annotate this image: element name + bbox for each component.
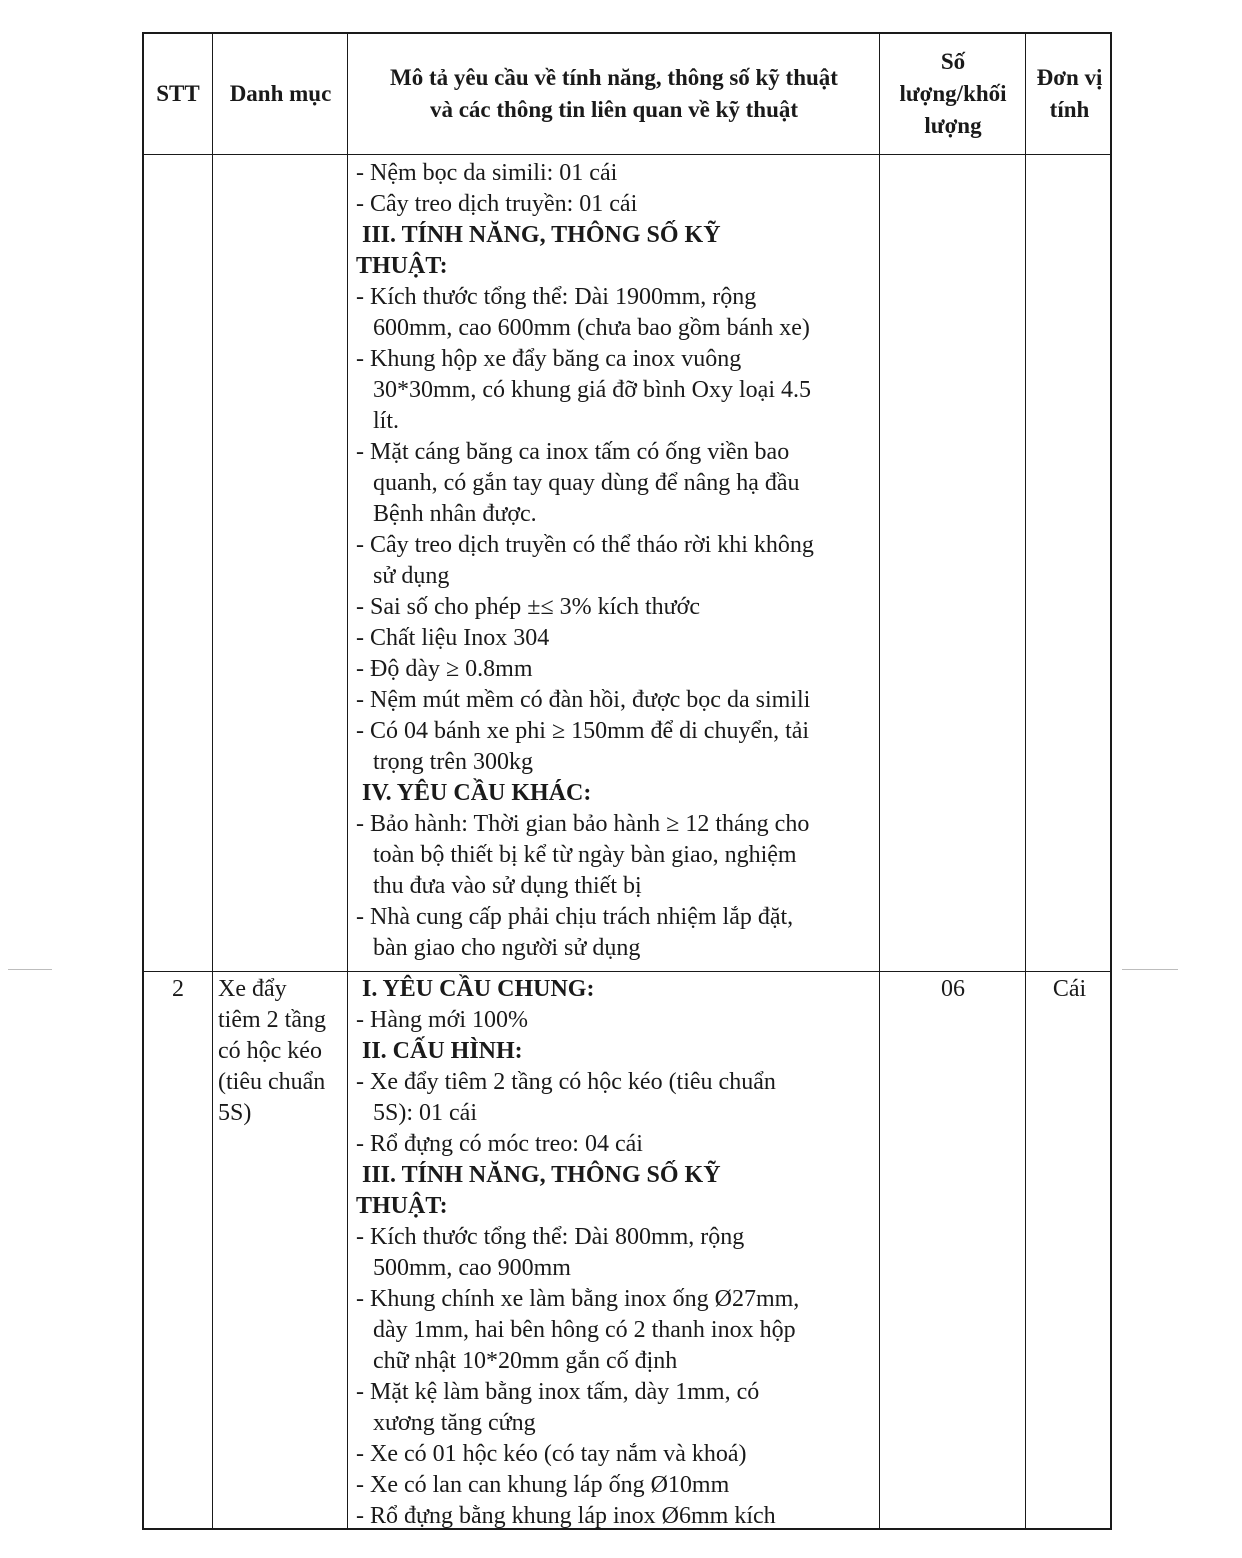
description-line: xương tăng cứng <box>373 1410 536 1436</box>
scan-artifact <box>8 969 52 970</box>
description-line: - Xe có lan can khung láp ống Ø10mm <box>356 1472 730 1498</box>
description-line: - Mặt kệ làm bằng inox tấm, dày 1mm, có <box>356 1379 760 1405</box>
description-line: - Kích thước tổng thể: Dài 800mm, rộng <box>356 1224 745 1250</box>
description-line: sử dụng <box>373 563 450 589</box>
description-line: thu đưa vào sử dụng thiết bị <box>373 873 642 899</box>
description-line: bàn giao cho người sử dụng <box>373 935 641 961</box>
section-heading: II. CẤU HÌNH: <box>362 1038 523 1064</box>
description-line: - Mặt cáng băng ca inox tấm có ống viền bao <box>356 439 790 465</box>
row-divider <box>144 971 1110 972</box>
section-heading: IV. YÊU CẦU KHÁC: <box>362 780 592 806</box>
description-line: - Nệm bọc da simili: 01 cái <box>356 160 618 186</box>
description-line: - Độ dày ≥ 0.8mm <box>356 656 533 682</box>
header-don-vi: Đơn vị tính <box>1036 65 1103 122</box>
description-line: 30*30mm, có khung giá đỡ bình Oxy loại 4.5 <box>373 377 811 403</box>
header-mo-ta: Mô tả yêu cầu về tính năng, thông số kỹ thuật và các thông tin liên quan về kỹ thuật <box>390 65 838 122</box>
row2-so-luong: 06 <box>941 976 965 1002</box>
description-line: - Khung chính xe làm bằng inox ống Ø27mm, <box>356 1286 800 1312</box>
description-line: - Xe có 01 hộc kéo (có tay nắm và khoá) <box>356 1441 747 1467</box>
section-heading: III. TÍNH NĂNG, THÔNG SỐ KỸ <box>362 222 721 248</box>
row2-stt: 2 <box>172 976 184 1002</box>
scan-artifact <box>1122 969 1178 970</box>
description-line: lít. <box>373 408 400 434</box>
header-divider <box>144 154 1110 155</box>
description-line: - Cây treo dịch truyền: 01 cái <box>356 191 638 217</box>
description-line: chữ nhật 10*20mm gắn cố định <box>373 1348 678 1374</box>
description-line: - Rổ đựng có móc treo: 04 cái <box>356 1131 643 1157</box>
description-line: trọng trên 300kg <box>373 749 533 775</box>
row2-danh-muc: Xe đẩy tiêm 2 tầng có hộc kéo (tiêu chuẩn 5S) <box>218 976 326 1126</box>
description-line: 600mm, cao 600mm (chưa bao gồm bánh xe) <box>373 315 810 341</box>
col-divider <box>1025 34 1026 1528</box>
description-line: - Bảo hành: Thời gian bảo hành ≥ 12 tháng cho <box>356 811 810 837</box>
header-danh-muc: Danh mục <box>229 81 332 106</box>
description-line: - Sai số cho phép ±≤ 3% kích thước <box>356 594 700 620</box>
section-heading: THUẬT: <box>356 253 448 279</box>
description-line: - Khung hộp xe đẩy băng ca inox vuông <box>356 346 742 372</box>
description-line: - Có 04 bánh xe phi ≥ 150mm để di chuyển, tải <box>356 718 810 744</box>
description-line: - Xe đẩy tiêm 2 tầng có hộc kéo (tiêu chuẩn <box>356 1069 776 1095</box>
row2-description <box>356 974 878 1532</box>
description-line: - Cây treo dịch truyền có thể tháo rời khi không <box>356 532 814 558</box>
description-line: 500mm, cao 900mm <box>373 1255 571 1281</box>
description-line: - Rổ đựng bằng khung láp inox Ø6mm kích <box>356 1503 776 1529</box>
description-line: Bệnh nhân được. <box>373 501 537 527</box>
description-line: - Kích thước tổng thể: Dài 1900mm, rộng <box>356 284 757 310</box>
description-line: dày 1mm, hai bên hông có 2 thanh inox hộp <box>373 1317 796 1343</box>
section-heading: III. TÍNH NĂNG, THÔNG SỐ KỸ <box>362 1162 721 1188</box>
section-heading: I. YÊU CẦU CHUNG: <box>362 976 595 1002</box>
description-line: - Nệm mút mềm có đàn hồi, được bọc da simili <box>356 687 811 713</box>
description-line: quanh, có gắn tay quay dùng để nâng hạ đầu <box>373 470 800 496</box>
col-divider <box>879 34 880 1528</box>
description-line: - Nhà cung cấp phải chịu trách nhiệm lắp đặt, <box>356 904 794 930</box>
col-divider <box>347 34 348 1528</box>
header-stt: STT <box>156 81 200 106</box>
description-line: - Hàng mới 100% <box>356 1007 528 1033</box>
description-line: 5S): 01 cái <box>373 1100 477 1126</box>
section-heading: THUẬT: <box>356 1193 448 1219</box>
row2-don-vi: Cái <box>1052 976 1087 1002</box>
spec-table <box>142 32 1112 1530</box>
description-line: - Chất liệu Inox 304 <box>356 625 550 651</box>
col-divider <box>212 34 213 1528</box>
description-line: toàn bộ thiết bị kể từ ngày bàn giao, nghiệm <box>373 842 797 868</box>
header-so-luong: Số lượng/khối lượng <box>899 49 1007 138</box>
row1-description <box>356 158 878 964</box>
